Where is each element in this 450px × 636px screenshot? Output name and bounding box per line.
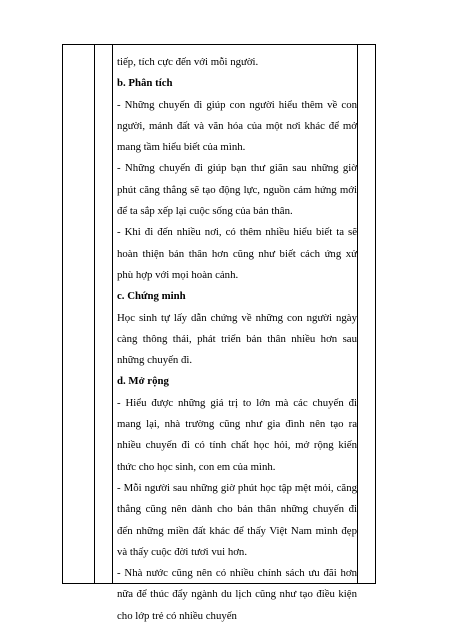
table-column-divider	[112, 44, 113, 584]
paragraph: - Khi đi đến nhiều nơi, có thêm nhiều hiểu biết ta sẽ hoàn thiện bản thân hơn cũng như biết cách ứng xử phù hợp với mọi hoàn cảnh.	[117, 226, 357, 281]
table-border-right	[375, 44, 376, 584]
table-cell-content	[117, 52, 357, 627]
paragraph: - Hiểu được những giá trị to lớn mà các chuyến đi mang lại, nhà trường cũng như gia đình nên tạo ra nhiều chuyến đi có tính chất học hỏi, mở rộng kiến thức cho học sinh, con em của mình.	[117, 396, 357, 473]
paragraph: Học sinh tự lấy dẫn chứng về những con người ngày càng thông thái, phát triển bản thân nhiều hơn sau những chuyến đi.	[117, 311, 357, 367]
paragraph: - Mỗi người sau những giờ phút học tập mệt mỏi, căng thẳng cũng nên dành cho bản thân những chuyến đi đến những miền đất khác để thấy Việt Nam mình đẹp và thấy cuộc đời tươi vui hơn.	[117, 481, 357, 558]
paragraph: - Những chuyến đi giúp con người hiểu thêm về con người, mảnh đất và văn hóa của một nơi khác để mở mang tầm hiểu biết của mình.	[117, 98, 357, 154]
section-heading: d. Mở rộng	[117, 375, 169, 388]
section-heading: b. Phân tích	[117, 77, 173, 90]
table-column-divider	[94, 44, 95, 584]
paragraph: tiếp, tích cực đến với mỗi người.	[117, 56, 259, 68]
section-heading: c. Chứng minh	[117, 290, 186, 303]
paragraph: - Nhà nước cũng nên có nhiều chính sách ưu đãi hơn nữa để thúc đẩy ngành du lịch cũng như tạo điều kiện cho lớp trẻ có nhiều chuyến	[117, 567, 357, 622]
table-border-top	[62, 44, 376, 45]
table-column-divider	[357, 44, 358, 584]
paragraph: - Những chuyến đi giúp bạn thư giãn sau những giờ phút căng thẳng sẽ tạo động lực, nguồn cảm hứng mới để ta sắp xếp lại cuộc sống của bản thân.	[117, 162, 357, 218]
table-border-left	[62, 44, 63, 584]
